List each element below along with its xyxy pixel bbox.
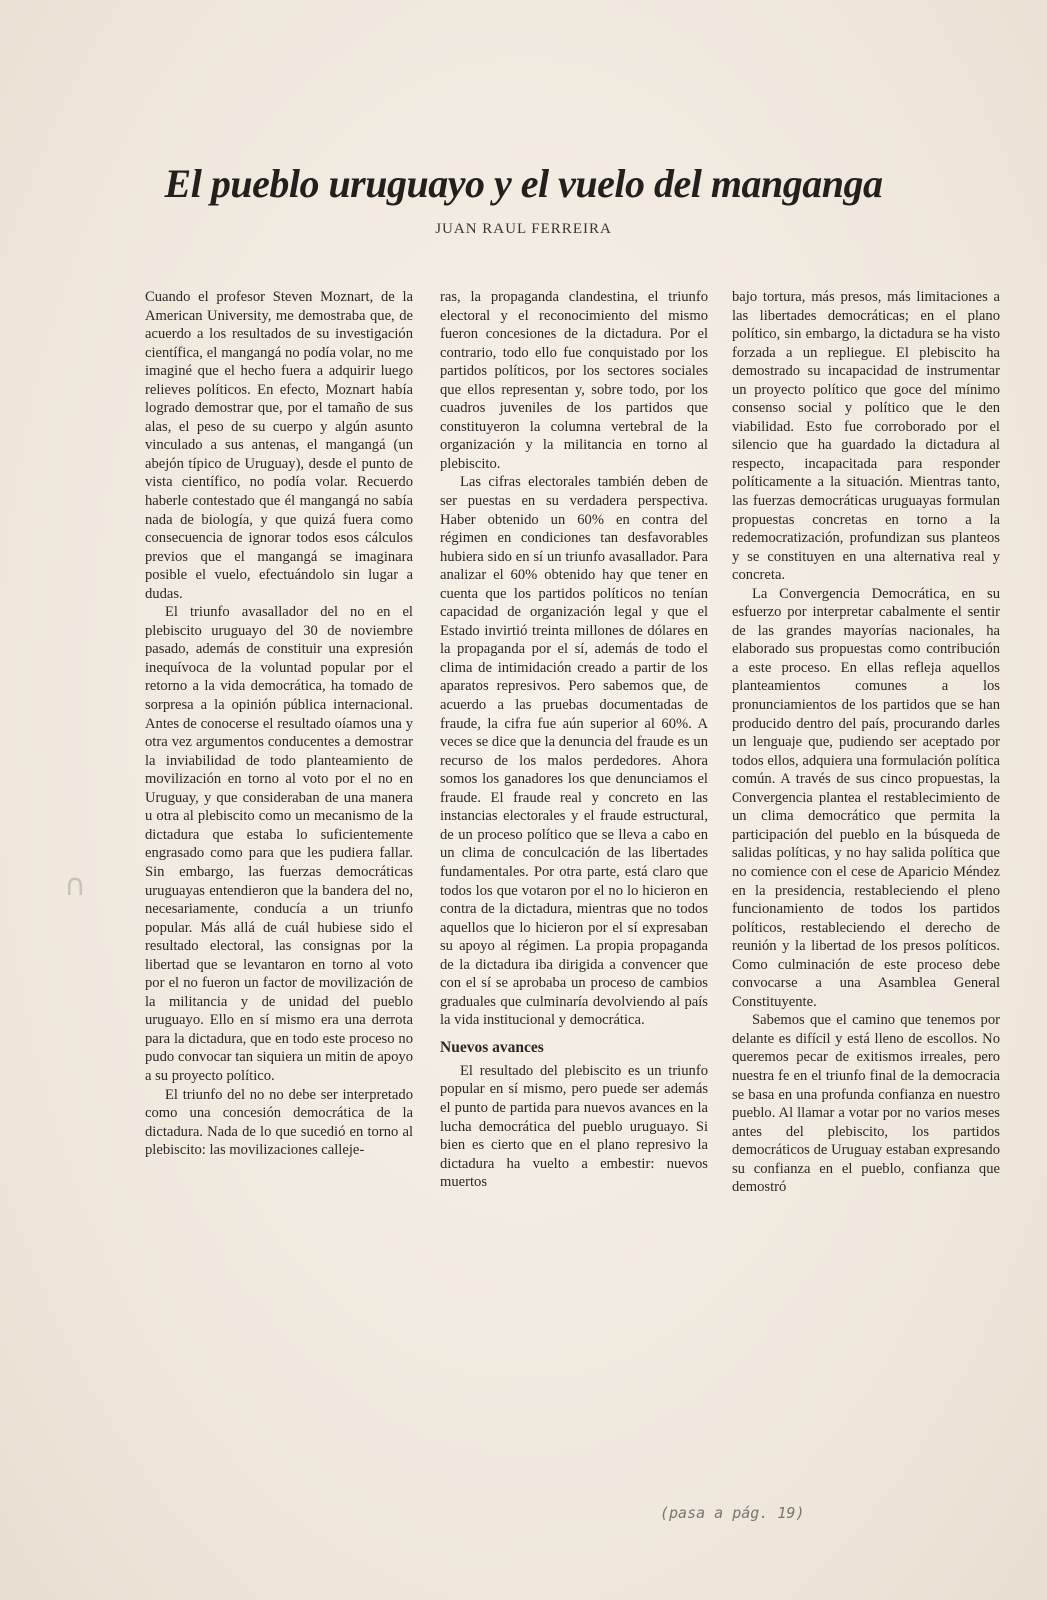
paragraph: El triunfo avasallador del no en el plebiscito uruguayo del 30 de noviembre pasado, además de constituir una expresión inequívoca de la voluntad popular por el retorno a la vida democrática, ha tomado de sorpresa a la opinión pública internacional. Antes de conocerse el resultado oíamos una y otra vez argumentos conducentes a demostrar la inviabilidad de todo planteamiento de movilización en torno al voto por el no en Uruguay, y que consideraban de una manera u otra al plebiscito como un mecanismo de la dictadura que estaba lo suficientemente engrasado como para que les pudiera fallar. Sin embargo, las fuerzas democráticas uruguayas entendieron que la bandera del no, necesariamente, conducía a un triunfo popular. Más allá de cuál hubiese sido el resultado electoral, las consignas por la libertad que se levantaron en torno al voto por el no fueron un factor de movilización de la militancia y de unidad del pueblo uruguayo. Ello en sí mismo era una derrota para la dictadura, que en todo este proceso no pudo convocar tan siquiera un mitin de apoyo a su proyecto político. <box>145 604 413 1084</box>
paragraph: Cuando el profesor Steven Moznart, de la American University, me demostraba que, de acuerdo a los resultados de su investigación científica, el mangangá no podía volar, no me imaginé que el hecho fuera a adquirir luego relieves políticos. En efecto, Moznart había logrado demostrar que, por el tamaño de sus alas, el peso de su cuerpo y algún asunto vinculado a sus antenas, el mangangá (un abejón típico de Uruguay), desde el punto de vista científico, no podía volar. Recuerdo haberle contestado que él mangangá no sabía nada de biología, y que quizá fuera como consecuencia de ignorar todos esos cálculos previos que el mangangá se imaginara posible el vuelo, efectuándolo sin lugar a dudas. <box>145 289 413 602</box>
text-column-3 <box>732 288 1000 1197</box>
paragraph: Sabemos que el camino que tenemos por delante es difícil y está lleno de escollos. No queremos pecar de exitismos irreales, pero nuestra fe en el triunfo final de la democracia se basa en una profunda confianza en nuestro pueblo. Al llamar a votar por no varios meses antes del plebiscito, los partidos democráticos de Uruguay estaban expresando su confianza en el pueblo, confianza que demostró <box>732 1012 1000 1196</box>
article-author: JUAN RAUL FERREIRA <box>435 221 612 237</box>
paragraph: bajo tortura, más presos, más limitaciones a las libertades democráticas; en el plano político, sin embargo, la dictadura se ha visto forzada a un repliegue. El plebiscito ha demostrado su incapacidad de instrumentar un proyecto político que goce del mínimo consenso social y político que le den viabilidad. Esto fue corroborado por el silencio que ha guardado la dictadura al respecto, incapacitada para responder políticamente a la situación. Mientras tanto, las fuerzas democráticas uruguayas formulan propuestas concretas en torno a la redemocratización, profundizan sus planteos y se constituyen en una alternativa real y concreta. <box>732 289 1000 584</box>
paragraph: El resultado del plebiscito es un triunfo popular en sí mismo, pero puede ser además el punto de partida para nuevos avances en la lucha democrática del pueblo uruguayo. Si bien es cierto que en el plano represivo la dictadura ha vuelto a embestir: nuevos muertos <box>440 1062 708 1191</box>
text-column-2 <box>440 288 708 1192</box>
paragraph: ras, la propaganda clandestina, el triunfo electoral y el reconocimiento del mismo fueron concesiones de la dictadura. Por el contrario, todo ello fue conquistado por los partidos políticos, por los sectores sociales que ellos representan y, sobre todo, por los cuadros juveniles de los partidos que constituyeron la columna vertebral de la organización y la militancia en torno al plebiscito. <box>440 289 708 472</box>
text-column-1 <box>145 288 413 1160</box>
continuation-note: (pasa a pág. 19) <box>660 1504 805 1522</box>
paragraph: La Convergencia Democrática, en su esfuerzo por interpretar cabalmente el sentir de las grandes mayorías nacionales, ha elaborado sus propuestas como contribución a este proceso. En ellas refleja aquellos planteamientos comunes a los pronunciamientos de los partidos que se han producido dentro del país, procurando darles un lenguaje que, pudiendo ser aceptado por todos ellos, adquiera una formulación política común. A través de sus cinco propuestas, la Convergencia plantea el restablecimiento de un clima democrático que permita la participación del pueblo en la búsqueda de salidas políticas, y no hay salida política que no comience con el cese de Aparicio Méndez en la presidencia, restableciendo el pleno funcionamiento de todos los partidos políticos, restableciendo el derecho de reunión y la libertad de los presos políticos. Como culminación de este proceso debe convocarse a una Asamblea General Constituyente. <box>732 585 1000 1010</box>
paragraph: Las cifras electorales también deben de ser puestas en su verdadera perspectiva. Haber obtenido un 60% en contra del régimen en condiciones tan desfavorables hubiera sido en sí un triunfo avasallador. Para analizar el 60% obtenido hay que tener en cuenta que los partidos políticos no tenían capacidad de organización legal y que el Estado invirtió treinta millones de dólares en la propaganda por el sí, además de todo el clima de intimidación creado a partir de los aparatos represivos. Pero sabemos que, de acuerdo a las pruebas documentadas de fraude, la cifra fue aún superior al 60%. A veces se dice que la denuncia del fraude es un recurso de los malos perdedores. Ahora somos los ganadores los que denunciamos el fraude. El fraude real y concreto en las instancias electorales y el fraude estructural, de un proceso político que se lleva a cabo en un clima de conculcación de las libertades fundamentales. Por otra parte, está claro que todos los que votaron por el no lo hicieron en contra de la dictadura, mientras que no todos aquellos que lo hicieron por el sí expresaban su apoyo al régimen. La propia propaganda de la dictadura iba dirigida a convencer que con el sí se aprobaba un proceso de cambios graduales que culminaría devolviendo al país la vida institucional y democrática. <box>440 474 708 1029</box>
paragraph: El triunfo del no no debe ser interpretado como una concesión democrática de la dictadura. Nada de lo que sucedió en torno al plebiscito: las movilizaciones calleje- <box>145 1086 413 1159</box>
margin-stain-mark: ∩ <box>64 868 86 903</box>
section-subheading: Nuevos avances <box>440 1038 544 1056</box>
article-title: El pueblo uruguayo y el vuelo del manganga <box>164 161 883 206</box>
